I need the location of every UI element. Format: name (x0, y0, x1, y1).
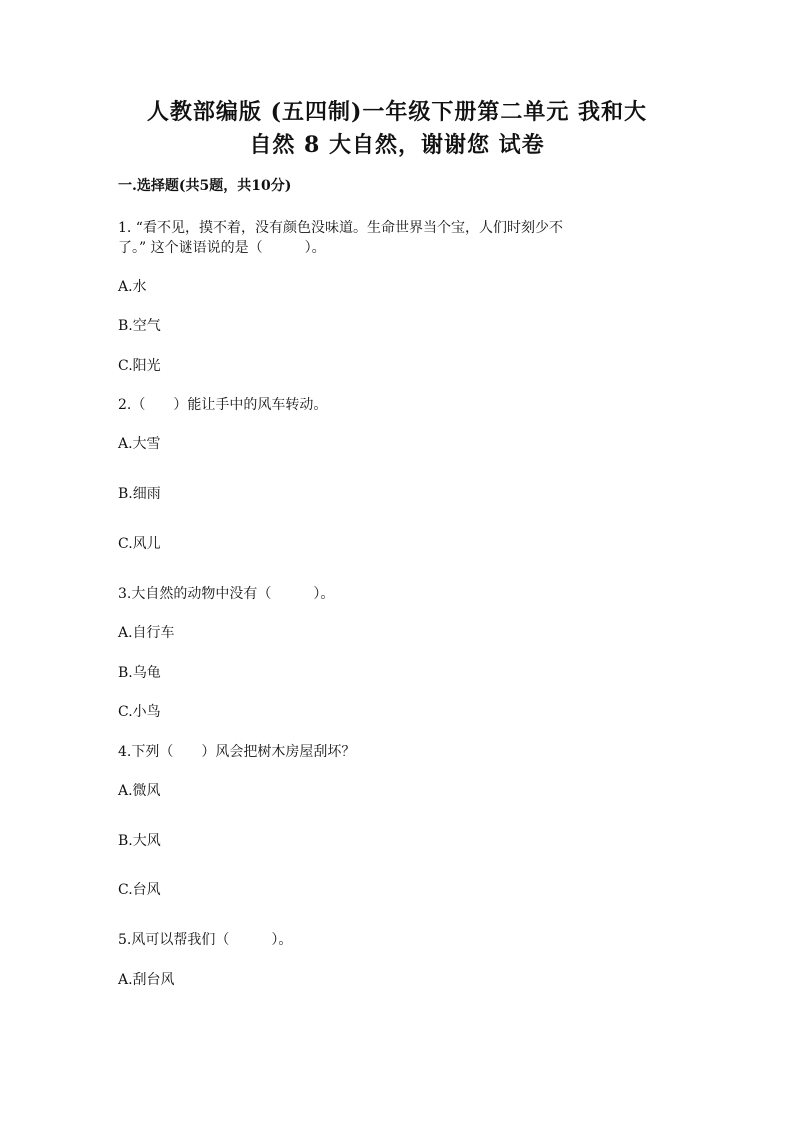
question-2-stem: 2.（ ）能让手中的风车转动。 (118, 397, 328, 413)
question-5-stem: 5.风可以帮我们（ ）。 (118, 932, 293, 948)
question-4-option-b: B.大风 (118, 833, 161, 849)
question-2-option-a: A.大雪 (118, 436, 161, 452)
question-3-option-b: B.乌龟 (118, 665, 161, 681)
page-title-line-2: 自然 8 大自然，谢谢您 试卷 (249, 132, 545, 158)
question-1-stem-line-2: 了。” 这个谜语说的是（ ）。 (118, 240, 326, 256)
page-title-line-1: 人教部编版 (五四制)一年级下册第二单元 我和大 (146, 99, 648, 125)
question-4-stem: 4.下列（ ）风会把树木房屋刮坏？ (118, 744, 356, 760)
question-4-option-a: A.微风 (118, 783, 161, 799)
question-2-option-c: C.风儿 (118, 536, 161, 552)
question-5-option-a: A.刮台风 (118, 972, 175, 988)
question-1-stem-line-1: 1. “看不见，摸不着，没有颜色没味道。生命世界当个宝，人们时刻少不 (118, 220, 563, 236)
question-3-option-c: C.小鸟 (118, 704, 161, 720)
question-1-option-b: B.空气 (118, 318, 161, 334)
question-2-option-b: B.细雨 (118, 486, 161, 502)
question-1-option-c: C.阳光 (118, 358, 161, 374)
question-3-stem: 3.大自然的动物中没有（ ）。 (118, 586, 335, 602)
section-heading: 一.选择题(共5题，共10分) (118, 178, 292, 194)
question-1-option-a: A.水 (118, 279, 147, 295)
question-3-option-a: A.自行车 (118, 625, 175, 641)
question-4-option-c: C.台风 (118, 882, 161, 898)
